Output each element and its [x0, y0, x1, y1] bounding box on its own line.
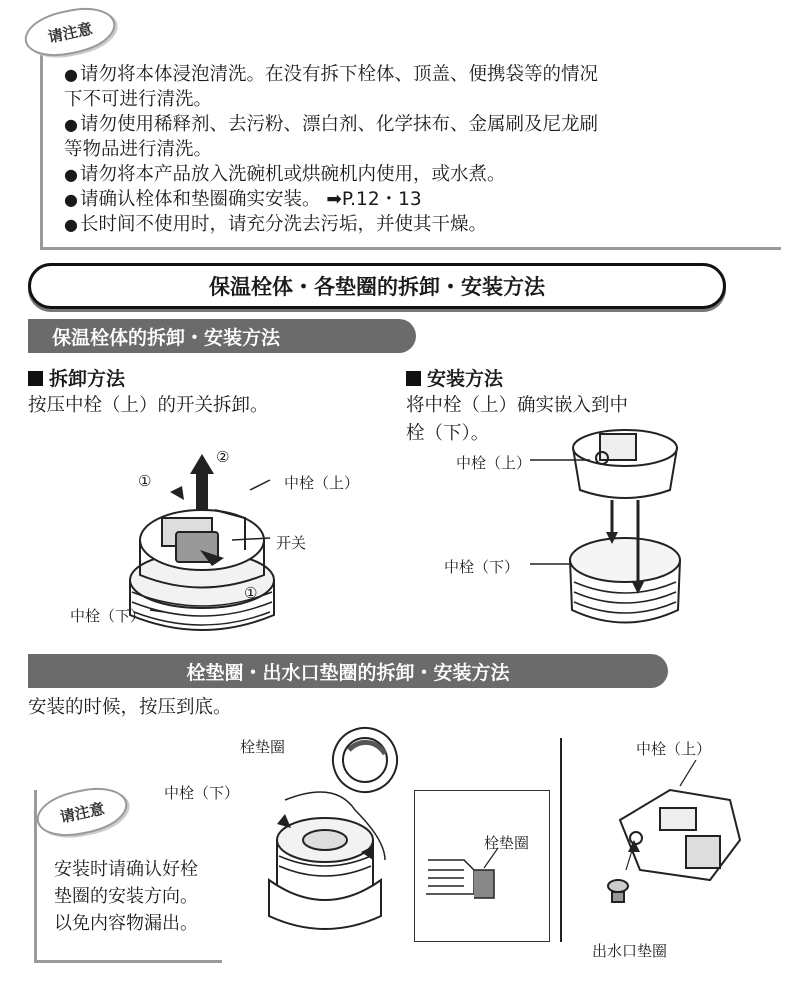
label-upper-stopper: 中栓（上）: [456, 454, 532, 472]
section-header-stopper: 保温栓体的拆卸・安装方法: [28, 319, 416, 353]
page-title: 保温栓体・各垫圈的拆卸・安装方法: [28, 263, 726, 309]
notice2-text: 安装时请确认好栓 垫圈的安装方向。 以免内容物漏出。: [54, 859, 198, 934]
label-lower-stopper: 中栓（下）: [164, 784, 240, 802]
label-lower-stopper: 中栓（下）: [70, 607, 146, 625]
square-bullet-icon: [28, 371, 43, 386]
notice-item-cont: 下不可进行清洗。: [64, 89, 213, 110]
label-upper-stopper: 中栓（上）: [636, 740, 712, 758]
notice-item: ● 请勿使用稀释剂、去污粉、漂白剂、化学抹布、金属刷及尼龙刷: [64, 114, 598, 135]
outlet-gasket-illustration: [590, 760, 770, 940]
label-gasket-detail: 栓垫圈: [484, 834, 530, 852]
notice-item-cont: 等物品进行清洗。: [64, 139, 213, 160]
label-switch: 开关: [276, 534, 307, 552]
step-label: ②: [216, 448, 230, 466]
install-heading: 安装方法: [406, 364, 503, 391]
label-gasket: 栓垫圈: [240, 738, 286, 756]
section-header-gasket: 栓垫圈・出水口垫圈的拆卸・安装方法: [28, 654, 668, 688]
notice2-badge: 请注意: [32, 781, 131, 843]
notice-item: ● 长时间不使用时，请充分洗去污垢，并使其干燥。: [64, 214, 487, 235]
label-lower-stopper: 中栓（下）: [444, 558, 520, 576]
step-label: ①: [244, 584, 258, 602]
notice-item: ● 请确认栓体和垫圈确实安装。 ➡P.12・13: [64, 189, 422, 210]
square-bullet-icon: [406, 371, 421, 386]
arrow-right-icon: ➡: [326, 189, 342, 210]
notice-item: ● 请勿将本体浸泡清洗。在没有拆下栓体、顶盖、便携袋等的情况: [64, 64, 598, 85]
install-text-2: 栓（下）。: [406, 423, 490, 444]
step-label: ①: [138, 472, 152, 490]
notice-item: ● 请勿将本产品放入洗碗机或烘碗机内使用，或水煮。: [64, 164, 506, 185]
leader-lines: [530, 458, 600, 578]
notice-list: [64, 62, 754, 237]
gasket-text: 安装的时候，按压到底。: [28, 697, 232, 718]
notice-badge: 请注意: [20, 1, 119, 63]
label-outlet-gasket: 出水口垫圈: [592, 942, 668, 960]
page-reference[interactable]: P.12・13: [341, 189, 422, 210]
remove-text: 按压中栓（上）的开关拆卸。: [28, 395, 269, 416]
vertical-divider: [560, 738, 562, 942]
install-text-1: 将中栓（上）确实嵌入到中: [406, 395, 629, 416]
gasket-cross-section: [414, 790, 550, 942]
remove-heading: 拆卸方法: [28, 364, 125, 391]
label-upper-stopper: 中栓（上）: [284, 474, 360, 492]
